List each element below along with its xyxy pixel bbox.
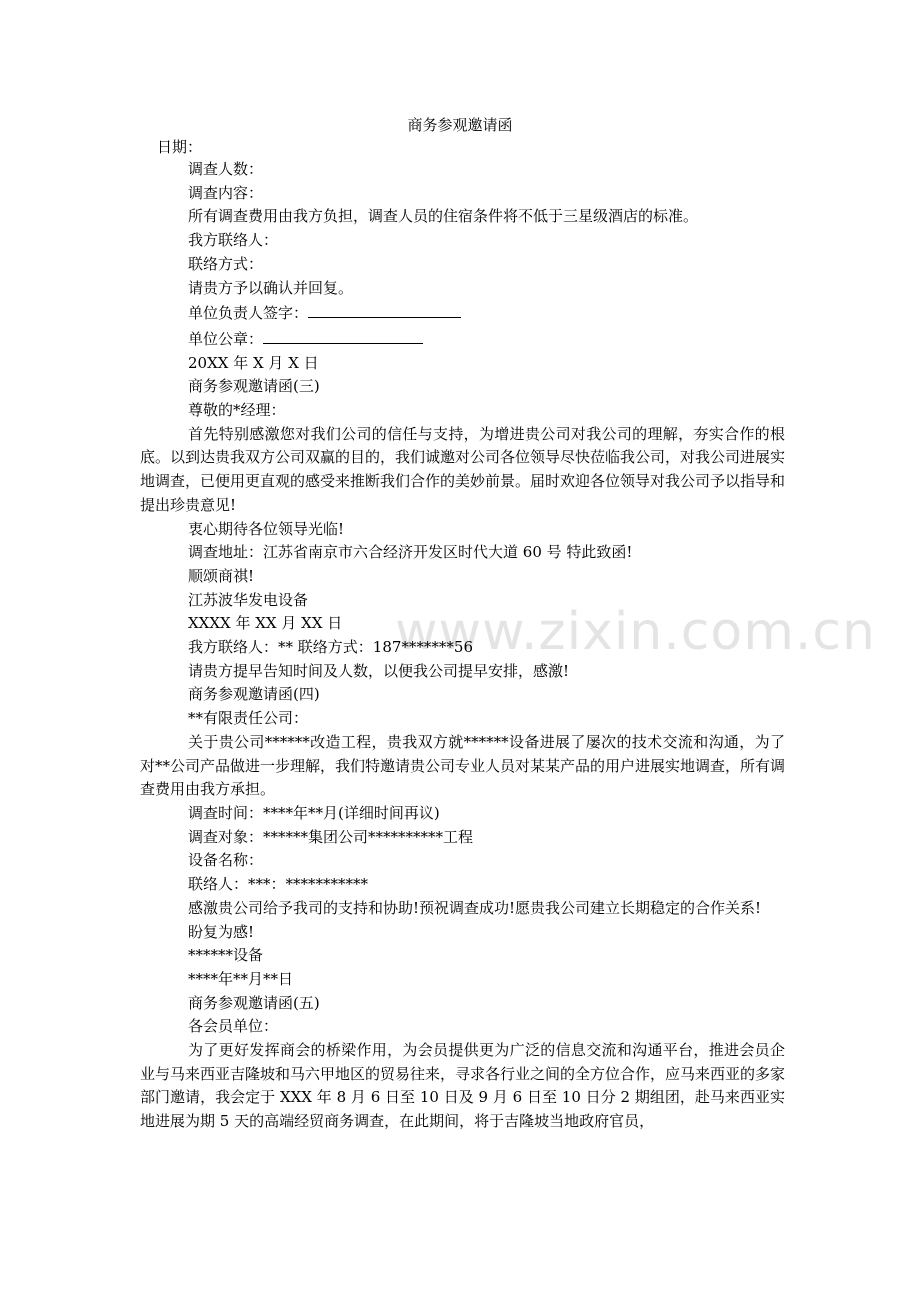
paragraph-5: 为了更好发挥商会的桥梁作用，为会员提供更为广泛的信息交流和沟通平台，推进会员企业与马来西亚吉隆坡和马六甲地区的贸易往来，寻求各行业之间的全方位合作，应马来西亚的多家部门邀请，我会定于 XXX 年 8 月 6 日至 10 日及 9 月 6 日至 10 日分 2 期组团，赴马来西亚实地进展为期 5 天的高端经贸商务调查，在此期间，将于吉隆坡当地政府官员， — [140, 1041, 786, 1131]
contact-method-line: 联络方式： — [188, 254, 264, 273]
confirm-request: 请贵方予以确认并回复。 — [188, 278, 354, 297]
seal-line — [140, 326, 785, 352]
seal-label: 单位公章： — [188, 329, 264, 348]
signature-line — [140, 300, 785, 326]
paragraph-4: 关于贵公司******改造工程，贵我双方就******设备进展了屡次的技术交流和沟通，为了对**公司产品做进一步理解，我们特邀请贵公司专业人员对某某产品的用户进展实地调查，所有调查费用由我方承担。 — [140, 732, 786, 799]
section-heading-4: 商务参观邀请函(四) — [188, 685, 320, 704]
survey-target-line: 调查对象：******集团公司**********工程 — [188, 827, 474, 846]
company-name-3: 江苏波华发电设备 — [188, 590, 309, 609]
survey-time-line: 调查时间：****年**月(详细时间再议) — [188, 803, 440, 822]
survey-address-line: 调查地址：江苏省南京市六合经济开发区时代大道 60 号 特此致函! — [188, 543, 633, 562]
contact-person-line: 联络人：***：*********** — [188, 875, 369, 894]
closing-wish-line: 顺颂商祺! — [188, 566, 255, 585]
watermark: www.zixin.com.cn — [395, 602, 876, 662]
thanks-paragraph: 感激贵公司给予我司的支持和协助!预祝调查成功!愿贵我公司建立长期稳定的合作关系! — [188, 898, 762, 917]
document-title: 商务参观邀请函 — [407, 116, 513, 134]
survey-count-line: 调查人数： — [188, 160, 264, 178]
advance-notice-line: 请贵方提早告知时间及人数，以便我公司提早安排，感激! — [188, 661, 570, 680]
contact-line-3: 我方联络人：** 联络方式：187*******56 — [188, 638, 473, 657]
seal-underline — [263, 326, 423, 344]
salutation-4: **有限责任公司： — [188, 709, 309, 728]
signature-underline — [308, 300, 461, 318]
paragraph-3: 首先特别感激您对我们公司的信任与支持，为增进贵公司对我公司的理解，夯实合作的根底。以到达贵我双方公司双赢的目的，我们诚邀对公司各位领导尽快莅临我公司，对我公司进展实地调查，已便用更直观的感受来推断我们合作的美妙前景。届时欢迎各位领导对我公司予以指导和提出珍贵意见! — [140, 424, 786, 514]
our-contact-line: 我方联络人： — [188, 231, 279, 250]
date-line-3: XXXX 年 XX 月 XX 日 — [188, 614, 343, 633]
section-heading-3: 商务参观邀请函(三) — [188, 377, 320, 396]
section-heading-5: 商务参观邀请函(五) — [188, 993, 320, 1012]
date-label: 日期： — [157, 138, 203, 156]
salutation-5: 各会员单位： — [188, 1017, 279, 1036]
company-name-4: ******设备 — [188, 946, 264, 965]
document-body — [140, 158, 785, 1134]
salutation-3: 尊敬的*经理： — [188, 401, 286, 420]
date-placeholder: 20XX 年 X 月 X 日 — [188, 353, 319, 372]
signature-label: 单位负责人签字： — [188, 304, 309, 323]
date-line-4: ****年**月**日 — [188, 969, 294, 988]
survey-content-line: 调查内容： — [188, 183, 264, 202]
look-forward-line: 衷心期待各位领导光临! — [188, 519, 345, 538]
equipment-name-line: 设备名称： — [188, 851, 264, 870]
reply-request-line: 盼复为感! — [188, 922, 255, 941]
cost-note: 所有调查费用由我方负担，调查人员的住宿条件将不低于三星级酒店的标准。 — [188, 207, 699, 226]
